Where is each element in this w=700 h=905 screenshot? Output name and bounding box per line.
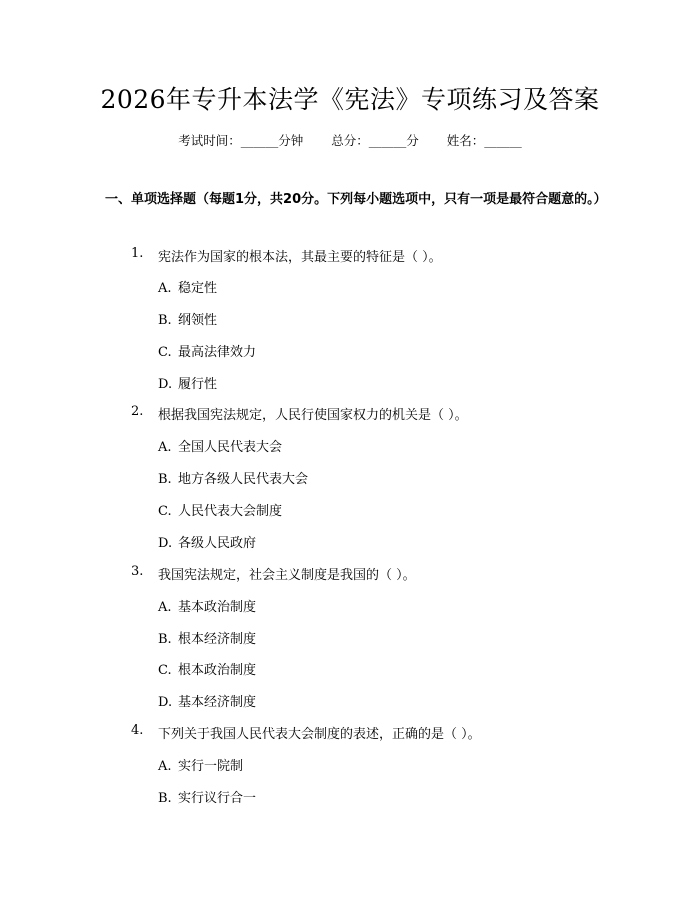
option-text: 最高法律效力 [178,345,257,360]
option-letter: D. [158,695,173,710]
option-letter: C. [158,345,172,360]
question-number: 4. [131,723,144,738]
exam-time: 考试时间：______分钟 [178,133,304,148]
option-c [158,659,256,678]
option-text: 全国人民代表大会 [178,440,283,455]
question-number: 2. [131,404,144,419]
total-score: 总分：______分 [331,133,419,148]
question-text: 根据我国宪法规定，人民行使国家权力的机关是（ ）。 [158,408,468,423]
option-letter: A. [158,600,172,615]
option-letter: B. [158,472,172,487]
option-b [158,787,256,806]
question-number: 3. [131,564,144,579]
option-letter: A. [158,281,172,296]
option-d [158,691,256,710]
option-letter: B. [158,632,172,647]
option-text: 各级人民政府 [178,536,257,551]
option-b [158,468,308,487]
option-b [158,628,256,647]
option-text: 实行议行合一 [178,791,257,806]
option-text: 地方各级人民代表大会 [178,472,309,487]
question-text: 宪法作为国家的根本法，其最主要的特征是（ ）。 [158,250,442,265]
option-text: 基本政治制度 [178,600,257,615]
option-letter: C. [158,504,172,519]
exam-meta [0,131,700,149]
option-c [158,500,282,519]
option-letter: B. [158,791,172,806]
option-letter: A. [158,440,172,455]
option-text: 纲领性 [178,313,218,328]
option-a [158,277,217,296]
question-text: 下列关于我国人民代表大会制度的表述，正确的是（ ）。 [158,727,481,742]
question-number: 1. [131,246,144,261]
option-text: 实行一院制 [178,759,244,774]
option-letter: A. [158,759,172,774]
section-heading: 一、单项选择题（每题1分，共20分。下列每小题选项中，只有一项是最符合题意的。） [105,192,607,207]
option-text: 履行性 [178,377,218,392]
student-name: 姓名：______ [446,133,522,148]
option-a [158,436,282,455]
option-b [158,309,217,328]
option-letter: C. [158,663,172,678]
option-text: 根本政治制度 [178,663,257,678]
option-text: 稳定性 [178,281,218,296]
option-text: 基本经济制度 [178,695,257,710]
option-letter: B. [158,313,172,328]
option-d [158,532,256,551]
option-text: 人民代表大会制度 [178,504,283,519]
option-letter: D. [158,536,173,551]
option-a [158,755,243,774]
question-text: 我国宪法规定，社会主义制度是我国的（ ）。 [158,568,416,583]
option-a [158,596,256,615]
option-letter: D. [158,377,173,392]
option-c [158,341,256,360]
option-d [158,373,217,392]
page-title: 2026年专升本法学《宪法》专项练习及答案 [100,85,600,114]
option-text: 根本经济制度 [178,632,257,647]
